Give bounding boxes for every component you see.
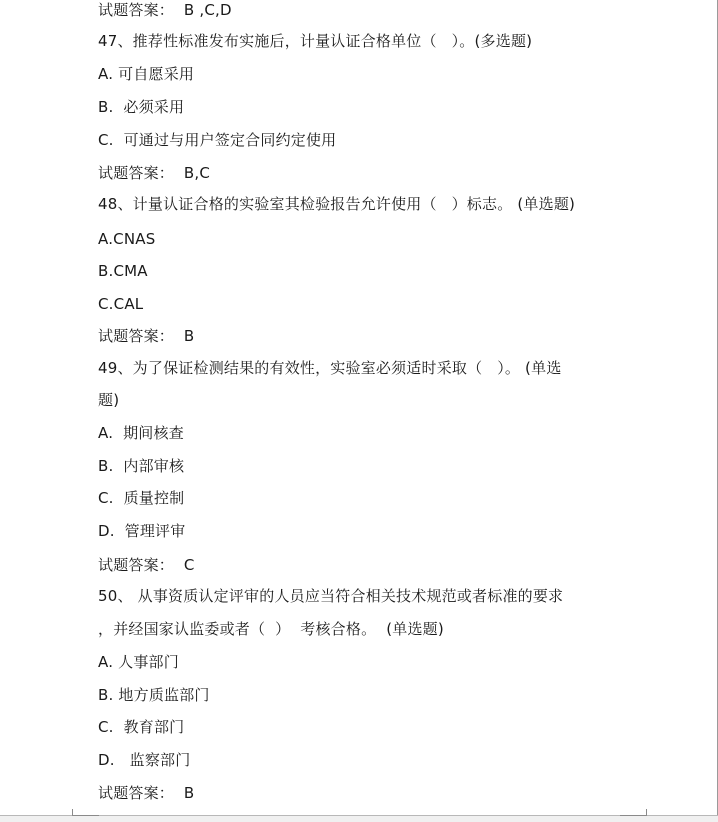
- crop-mark-right: [620, 809, 647, 816]
- question-49: 49、为了保证检测结果的有效性，实验室必须适时采取（ ）。 (单选: [98, 359, 562, 377]
- option-line: D. 监察部门: [98, 751, 191, 769]
- question-50-continued: ，并经国家认监委或者（ ） 考核合格。 (单选题): [98, 620, 444, 638]
- question-47: 47、推荐性标准发布实施后，计量认证合格单位（ ）。(多选题): [98, 32, 533, 50]
- crop-mark-left: [72, 809, 99, 816]
- option-line: B. 地方质监部门: [98, 686, 210, 704]
- option-line: C.CAL: [98, 295, 144, 313]
- option-line: B.CMA: [98, 262, 148, 280]
- option-line: A.CNAS: [98, 230, 156, 248]
- question-49-continued: 题): [98, 391, 120, 409]
- question-50: 50、 从事资质认定评审的人员应当符合相关技术规范或者标准的要求: [98, 587, 564, 605]
- answer-line: 试题答案： B ,C,D: [98, 1, 232, 19]
- option-line: B. 内部审核: [98, 457, 185, 475]
- option-line: C. 可通过与用户签定合同约定使用: [98, 131, 337, 149]
- option-line: D. 管理评审: [98, 522, 186, 540]
- option-line: A. 期间核查: [98, 424, 184, 442]
- answer-line: 试题答案： B: [98, 784, 195, 802]
- question-48: 48、计量认证合格的实验室其检验报告允许使用（ ）标志。 (单选题): [98, 195, 576, 213]
- option-line: C. 质量控制: [98, 489, 185, 507]
- answer-line: 试题答案： B: [98, 327, 195, 345]
- option-line: A. 可自愿采用: [98, 65, 195, 83]
- answer-line: 试题答案： C: [98, 556, 195, 574]
- option-line: C. 教育部门: [98, 718, 185, 736]
- page-bottom-edge: [0, 815, 718, 822]
- option-line: B. 必须采用: [98, 98, 185, 116]
- option-line: A. 人事部门: [98, 653, 179, 671]
- answer-line: 试题答案： B,C: [98, 164, 211, 182]
